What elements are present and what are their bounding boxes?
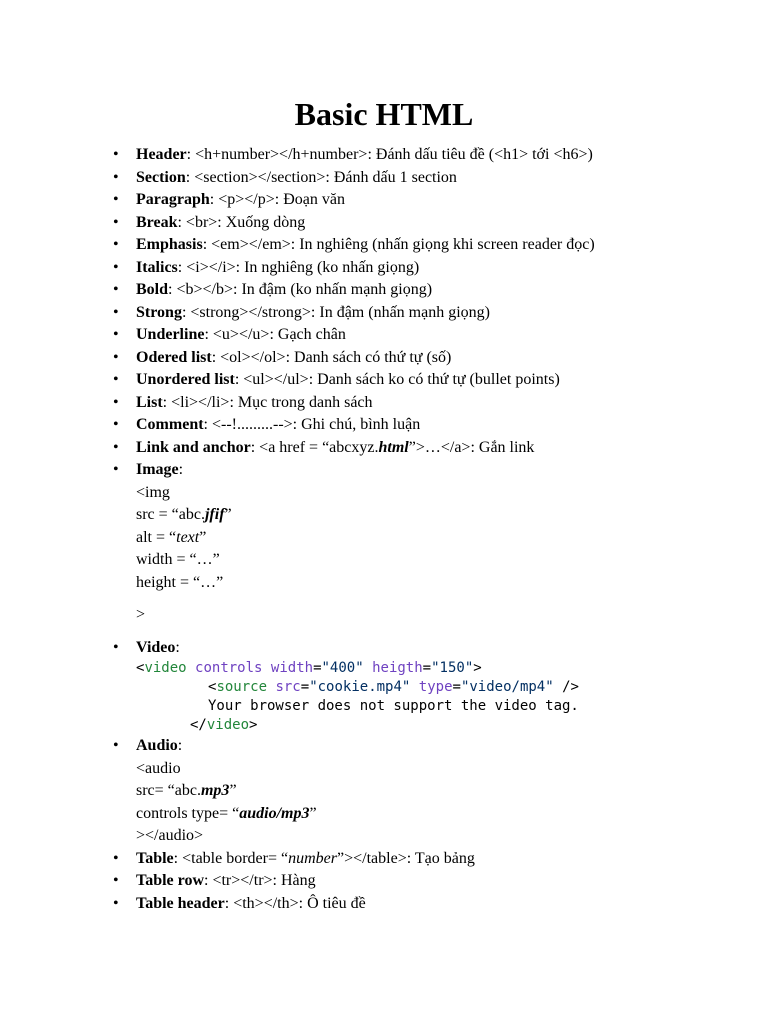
list-item-image [0, 459, 768, 637]
code-space [364, 660, 372, 676]
item-term: Table row [136, 872, 205, 889]
list-item [0, 257, 768, 280]
bullet-icon: • [113, 461, 119, 478]
item-text: : [178, 461, 184, 478]
code-punct: = [422, 660, 432, 676]
html-tag-list [0, 144, 768, 915]
item-term: Italics [136, 258, 178, 276]
code-line: <audio [136, 759, 181, 777]
list-item-link [0, 437, 768, 460]
bullet-icon: • [113, 737, 119, 754]
code-line [136, 716, 768, 735]
code-attr: heigth [372, 660, 423, 676]
code-string: "400" [321, 660, 364, 676]
code-line: width = “…” [136, 551, 220, 568]
item-term: Emphasis [136, 236, 203, 253]
item-text: : <table border= “ [173, 849, 289, 867]
code-punct: > [473, 660, 482, 676]
item-text: : <i></i>: In nghiêng (ko nhấn giọng) [177, 258, 420, 276]
code-punct: > [249, 717, 258, 733]
code-line [136, 659, 768, 678]
item-text: : <em></em>: In nghiêng (nhấn giọng khi screen reader đọc) [202, 236, 595, 253]
item-term: Bold [136, 281, 169, 298]
code-punct: /> [553, 679, 579, 695]
item-text: : <u></u>: Gạch chân [204, 326, 346, 343]
list-item [0, 392, 768, 415]
code-tag: video [206, 717, 250, 733]
code-emphasis: audio/mp3 [239, 804, 310, 822]
item-text: : <p></p>: Đoạn văn [209, 191, 345, 208]
item-text: : <br>: Xuống dòng [177, 213, 306, 231]
list-item [0, 189, 768, 212]
bullet-icon: • [113, 213, 119, 231]
bullet-icon: • [113, 638, 119, 656]
code-space [187, 660, 195, 676]
list-item [0, 324, 768, 347]
item-text: : <b></b>: In đậm (ko nhấn mạnh giọng) [168, 281, 433, 298]
code-space [410, 679, 418, 695]
list-item [0, 279, 768, 302]
code-text: controls type= “ [136, 804, 240, 822]
code-attr: src [275, 679, 301, 695]
code-punct: = [452, 679, 461, 695]
code-line: <img [136, 483, 170, 501]
code-text: ” [309, 804, 317, 822]
code-punct: = [313, 660, 322, 676]
item-text: : <section></section>: Đánh dấu 1 section [185, 168, 457, 186]
list-item-video [0, 637, 768, 736]
list-item [0, 870, 768, 893]
code-line: height = “…” [136, 573, 224, 591]
code-text: ” [199, 528, 207, 546]
item-text: : <strong></strong>: In đậm (nhấn mạnh giọng) [181, 303, 490, 321]
code-text: src= “abc. [136, 782, 201, 799]
item-term: Image [136, 461, 179, 478]
item-term: Strong [136, 303, 182, 321]
item-term: Link and anchor [136, 438, 251, 456]
bullet-icon: • [113, 894, 119, 912]
item-text: : <h+number></h+number>: Đánh dấu tiêu đề (<h1> tới <h6>) [186, 146, 593, 163]
item-term: Table [136, 849, 174, 867]
bullet-icon: • [113, 281, 119, 298]
list-item [0, 848, 768, 871]
code-text: ” [229, 782, 237, 799]
item-text: ”>…</a>: Gắn link [408, 438, 535, 456]
code-line [136, 504, 768, 527]
bullet-icon: • [113, 168, 119, 186]
item-term: Comment [136, 416, 204, 433]
item-emphasis: number [288, 849, 337, 867]
bullet-icon: • [113, 849, 119, 867]
item-term: Underline [136, 326, 205, 343]
bullet-icon: • [113, 236, 119, 253]
code-punct: < [136, 660, 145, 676]
item-text: : <ul></ul>: Danh sách ko có thứ tự (bullet points) [234, 371, 560, 388]
bullet-icon: • [113, 872, 119, 889]
code-attr: width [270, 660, 314, 676]
code-punct: = [300, 679, 310, 695]
bullet-icon: • [113, 393, 119, 411]
item-term: Section [136, 168, 186, 186]
bullet-icon: • [113, 416, 119, 433]
code-text: ” [224, 506, 232, 523]
code-line [136, 803, 768, 826]
list-item [0, 144, 768, 167]
code-text: src = “abc. [136, 506, 205, 523]
bullet-icon: • [113, 438, 119, 456]
item-text: : <th></th>: Ô tiêu đề [224, 894, 366, 912]
item-term: Break [136, 213, 178, 231]
code-emphasis: text [176, 528, 200, 546]
bullet-icon: • [113, 326, 119, 343]
code-string: "150" [431, 660, 474, 676]
list-item [0, 347, 768, 370]
code-attr: type [418, 679, 453, 695]
page-title: Basic HTML [294, 96, 474, 132]
bullet-icon: • [113, 371, 119, 388]
code-punct: < [208, 679, 217, 695]
item-term: Audio [136, 737, 178, 754]
item-text: ”></table>: Tạo bảng [337, 849, 475, 867]
list-item [0, 414, 768, 437]
code-text: alt = “ [136, 528, 177, 546]
code-line [136, 527, 768, 550]
bullet-icon: • [113, 348, 119, 366]
item-text: : <ol></ol>: Danh sách có thứ tự (số) [211, 348, 452, 366]
code-line [136, 780, 768, 803]
code-line [136, 678, 768, 697]
code-emphasis: mp3 [200, 782, 230, 799]
item-text: : <--!.........-->: Ghi chú, bình luận [203, 416, 421, 433]
bullet-icon: • [113, 146, 119, 163]
item-text: : [177, 737, 183, 754]
item-term: List [136, 393, 163, 411]
list-item [0, 212, 768, 235]
list-item [0, 369, 768, 392]
code-tag: video [144, 660, 187, 676]
list-item [0, 167, 768, 190]
code-string: "video/mp4" [460, 679, 554, 695]
bullet-icon: • [113, 303, 119, 321]
item-term: Table header [136, 894, 225, 912]
item-term: Unordered list [136, 371, 235, 388]
item-term: Odered list [136, 348, 212, 366]
item-term: Video [136, 638, 176, 656]
list-item [0, 234, 768, 257]
list-item [0, 893, 768, 916]
spacer [136, 594, 768, 604]
item-text: : [175, 638, 180, 656]
item-term: Paragraph [136, 191, 210, 208]
code-punct: </ [190, 717, 207, 733]
code-line: ></audio> [136, 827, 204, 844]
list-item-audio [0, 735, 768, 848]
item-text: : <a href = “abcxyz. [250, 438, 379, 456]
spacer [136, 627, 768, 637]
bullet-icon: • [113, 191, 119, 208]
item-emphasis: html [378, 438, 409, 456]
list-item [0, 302, 768, 325]
item-term: Header [136, 146, 187, 163]
code-line: Your browser does not support the video tag. [208, 698, 579, 714]
item-text: : <li></li>: Mục trong danh sách [162, 393, 373, 411]
code-space [262, 660, 270, 676]
code-emphasis: jfif [204, 506, 225, 523]
code-string: "cookie.mp4" [309, 679, 411, 695]
item-text: : <tr></tr>: Hàng [204, 872, 316, 889]
bullet-icon: • [113, 258, 119, 276]
code-tag: source [216, 679, 268, 695]
code-line: > [136, 606, 146, 623]
code-attr: controls [195, 660, 263, 676]
